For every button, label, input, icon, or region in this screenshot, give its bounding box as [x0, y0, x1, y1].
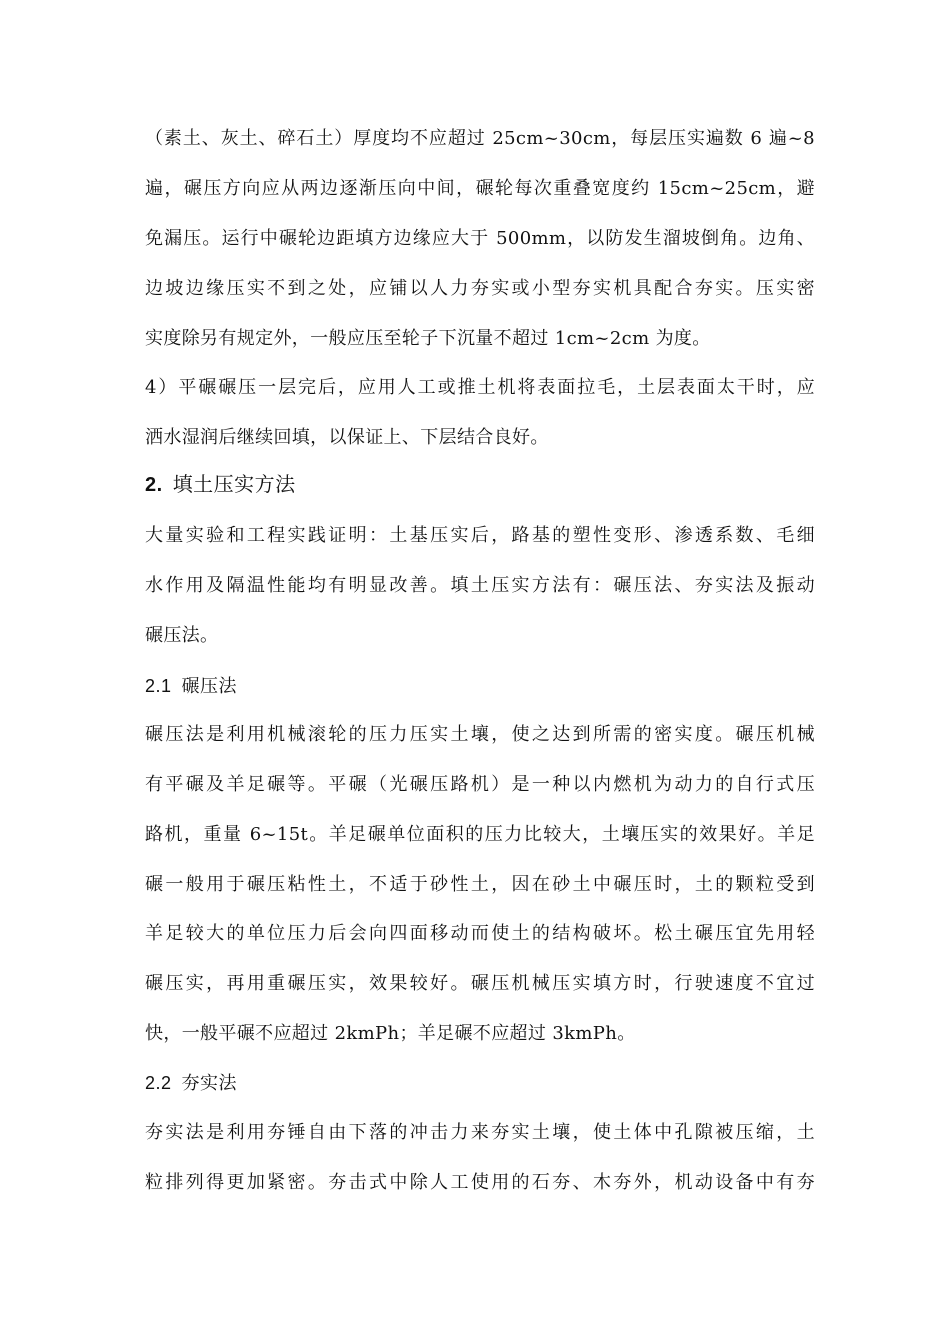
para4-line-2: 有平碾及羊足碾等。平碾（光碾压路机）是一种以内燃机为动力的自行式压 — [145, 774, 815, 795]
para4-line-3: 路机，重量 6~15t。羊足碾单位面积的压力比较大，土壤压实的效果好。羊足 — [145, 824, 815, 845]
para5-line-1: 夯实法是利用夯锤自由下落的冲击力来夯实土壤，使土体中孔隙被压缩，土 — [145, 1122, 815, 1143]
section-heading-2-2 — [145, 1070, 237, 1097]
para1-line-2: 遍，碾压方向应从两边逐渐压向中间，碾轮每次重叠宽度约 15cm~25cm，避 — [145, 178, 815, 199]
para3-line-3: 碾压法。 — [145, 625, 219, 646]
para4-line-1: 碾压法是利用机械滚轮的压力压实土壤，使之达到所需的密实度。碾压机械 — [145, 724, 815, 745]
section-number: 2. — [145, 474, 163, 496]
para2-line-2: 洒水湿润后继续回填，以保证上、下层结合良好。 — [145, 427, 549, 448]
para4-line-7: 快，一般平碾不应超过 2kmPh；羊足碾不应超过 3kmPh。 — [145, 1023, 636, 1044]
para3-line-2: 水作用及隔温性能均有明显改善。填土压实方法有：碾压法、夯实法及振动 — [145, 575, 815, 596]
para1-line-1: （素土、灰土、碎石土）厚度均不应超过 25cm~30cm，每层压实遍数 6 遍~8 — [145, 128, 815, 149]
para4-line-4: 碾一般用于碾压粘性土，不适于砂性土，因在砂土中碾压时，土的颗粒受到 — [145, 874, 815, 895]
para1-line-3: 免漏压。运行中碾轮边距填方边缘应大于 500mm，以防发生溜坡倒角。边角、 — [145, 228, 815, 249]
para4-line-6: 碾压实，再用重碾压实，效果较好。碾压机械压实填方时，行驶速度不宜过 — [145, 973, 815, 994]
section-heading-2-1 — [145, 673, 237, 700]
para4-line-5: 羊足较大的单位压力后会向四面移动而使土的结构破坏。松土碾压宜先用轻 — [145, 923, 815, 944]
para2-line-1: 4）平碾碾压一层完后，应用人工或推土机将表面拉毛，土层表面太干时，应 — [145, 377, 815, 398]
para1-line-5: 实度除另有规定外，一般应压至轮子下沉量不超过 1cm~2cm 为度。 — [145, 328, 711, 349]
section-title: 碾压法 — [181, 676, 238, 697]
section-title: 填土压实方法 — [172, 472, 296, 496]
section-number: 2.2 — [145, 1073, 172, 1093]
para5-line-2: 粒排列得更加紧密。夯击式中除人工使用的石夯、木夯外，机动设备中有夯 — [145, 1172, 815, 1193]
section-heading-2 — [145, 470, 296, 499]
para3-line-1: 大量实验和工程实践证明：土基压实后，路基的塑性变形、渗透系数、毛细 — [145, 525, 815, 546]
section-number: 2.1 — [145, 676, 172, 696]
para1-line-4: 边坡边缘压实不到之处，应铺以人力夯实或小型夯实机具配合夯实。压实密 — [145, 278, 815, 299]
section-title: 夯实法 — [181, 1073, 238, 1094]
